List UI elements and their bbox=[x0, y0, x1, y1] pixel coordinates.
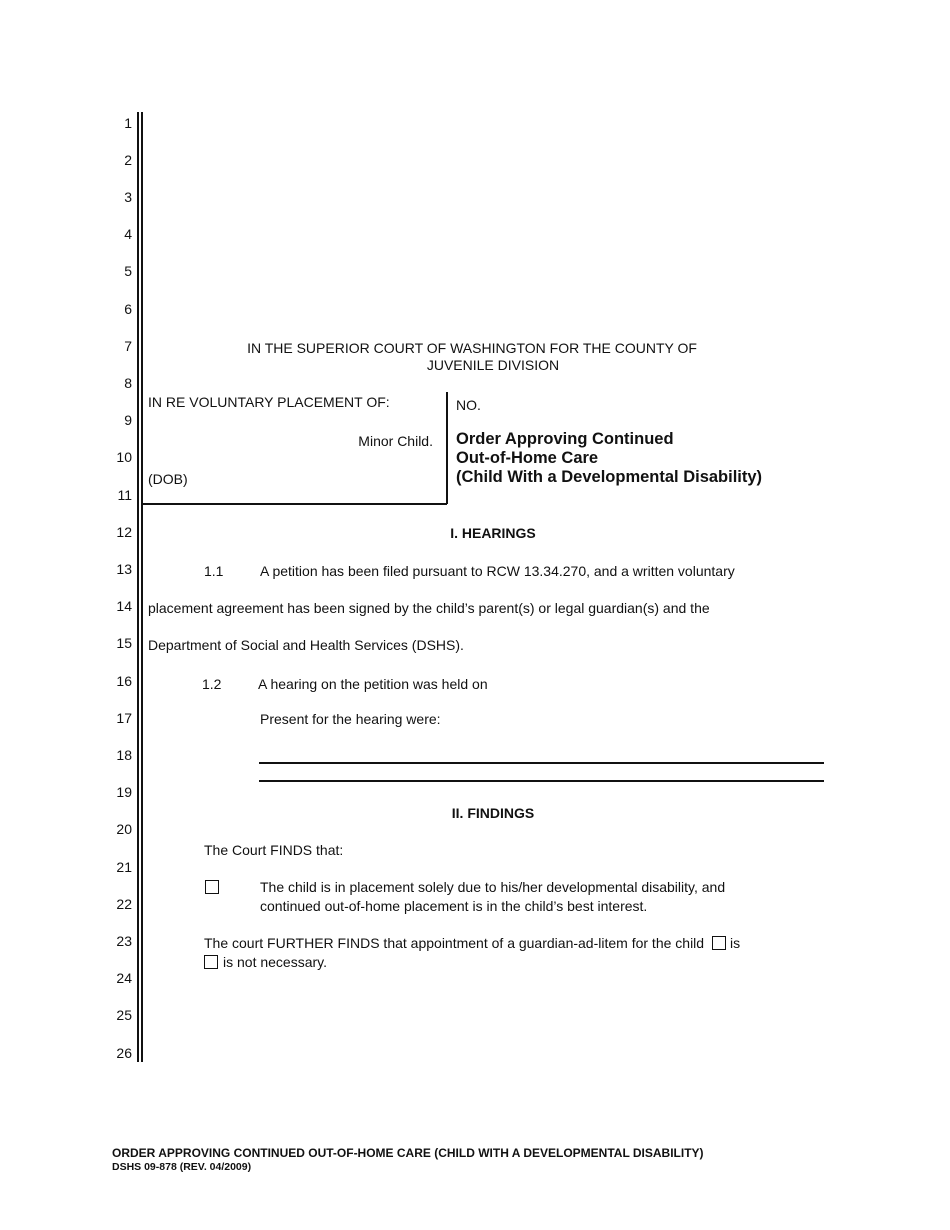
line-number: 5 bbox=[124, 263, 132, 279]
gal-is-label: is bbox=[730, 935, 741, 951]
in-re-label: IN RE VOLUNTARY PLACEMENT OF: bbox=[148, 394, 390, 410]
line-number: 13 bbox=[116, 561, 132, 577]
minor-child-label: Minor Child. bbox=[358, 433, 433, 449]
gal-necessary-checkbox[interactable] bbox=[712, 936, 726, 950]
placement-finding-checkbox[interactable] bbox=[205, 880, 219, 894]
line-number: 15 bbox=[116, 635, 132, 651]
line-number: 14 bbox=[116, 598, 132, 614]
gal-not-necessary-label: is not necessary. bbox=[223, 954, 328, 970]
line-number: 20 bbox=[116, 821, 132, 837]
caption-divider bbox=[446, 392, 448, 504]
court-name: IN THE SUPERIOR COURT OF WASHINGTON FOR THE COUNTY OF bbox=[247, 340, 697, 356]
line-number: 9 bbox=[124, 412, 132, 428]
dob-label: (DOB) bbox=[148, 471, 188, 487]
line-number: 18 bbox=[116, 747, 132, 763]
attendees-blank-line[interactable] bbox=[259, 780, 824, 782]
finding-text: continued out-of-home placement is in the child’s best interest. bbox=[260, 898, 648, 914]
line-number: 17 bbox=[116, 710, 132, 726]
paragraph-text: A hearing on the petition was held on bbox=[258, 676, 488, 692]
line-number: 11 bbox=[117, 487, 132, 503]
document-title: Out-of-Home Care bbox=[456, 449, 599, 467]
document-title: Order Approving Continued bbox=[456, 430, 674, 448]
line-number: 19 bbox=[116, 784, 132, 800]
court-division: JUVENILE DIVISION bbox=[426, 357, 560, 373]
further-finding-text: The court FURTHER FINDS that appointment of a guardian-ad-litem for the child bbox=[204, 935, 705, 951]
gal-not-necessary-checkbox[interactable] bbox=[204, 955, 218, 969]
findings-intro: The Court FINDS that: bbox=[204, 842, 344, 858]
line-number: 24 bbox=[116, 970, 132, 986]
footer-form-number: DSHS 09-878 (REV. 04/2009) bbox=[112, 1161, 252, 1173]
case-number-label: NO. bbox=[456, 397, 481, 413]
line-number: 12 bbox=[116, 524, 132, 540]
line-number: 3 bbox=[124, 189, 132, 205]
paragraph-text: A petition has been filed pursuant to RCW 13.34.270, and a written voluntary bbox=[260, 563, 735, 579]
document-title: (Child With a Developmental Disability) bbox=[456, 468, 763, 486]
line-number: 26 bbox=[116, 1045, 132, 1061]
section-heading-hearings: I. HEARINGS bbox=[450, 525, 536, 541]
line-number: 23 bbox=[116, 933, 132, 949]
paragraph-number: 1.2 bbox=[202, 676, 222, 692]
paragraph-text: placement agreement has been signed by the child’s parent(s) or legal guardian(s) and the bbox=[148, 600, 710, 616]
finding-text: The child is in placement solely due to his/her developmental disability, and bbox=[260, 879, 726, 895]
line-number: 22 bbox=[116, 896, 132, 912]
caption-bottom-rule bbox=[141, 503, 447, 505]
line-number: 6 bbox=[124, 301, 132, 317]
line-number: 4 bbox=[124, 226, 132, 242]
line-number: 7 bbox=[124, 338, 132, 354]
line-number: 2 bbox=[124, 152, 132, 168]
paragraph-text: Department of Social and Health Services (DSHS). bbox=[148, 637, 464, 653]
line-number: 10 bbox=[116, 449, 132, 465]
line-number: 8 bbox=[124, 375, 132, 391]
margin-rule bbox=[141, 112, 143, 1062]
line-number: 16 bbox=[116, 673, 132, 689]
section-heading-findings: II. FINDINGS bbox=[451, 805, 535, 821]
line-number: 1 bbox=[124, 115, 132, 131]
present-label: Present for the hearing were: bbox=[260, 711, 441, 727]
line-number: 25 bbox=[116, 1007, 132, 1023]
attendees-blank-line[interactable] bbox=[259, 762, 824, 764]
line-number: 21 bbox=[116, 859, 132, 875]
paragraph-number: 1.1 bbox=[204, 563, 224, 579]
margin-rule bbox=[137, 112, 139, 1062]
footer-form-title: ORDER APPROVING CONTINUED OUT-OF-HOME CARE (CHILD WITH A DEVELOPMENTAL DISABILITY) bbox=[112, 1146, 704, 1160]
